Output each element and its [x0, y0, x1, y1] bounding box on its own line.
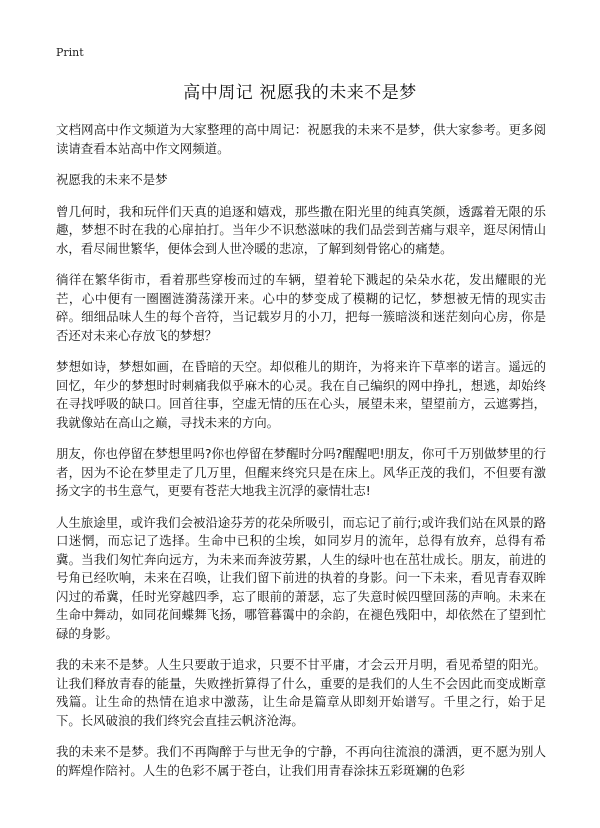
body-paragraph: 徜徉在繁华街市，看着那些穿梭而过的车辆，望着轮下溅起的朵朵水花，发出耀眼的光芒，心中便有一圈圈涟漪荡漾开来。心中的梦变成了模糊的记忆，梦想被无情的现实击碎。细细品味人生的每个音符，当记载岁月的小刀，把每一簇暗淡和迷茫刻向心房，你是否还对未来心存放飞的梦想？ [56, 272, 546, 343]
body-paragraph: 曾几何时，我和玩伴们天真的追逐和嬉戏，那些撒在阳光里的纯真笑颜，透露着无限的乐趣，梦想不时在我的心扉拍打。当年少不识愁滋味的我们品尝到苦痛与艰辛，逛尽闲情山水，看尽闹世繁华，便体会到人世冷暖的悲凉，了解到刻骨铭心的痛楚。 [56, 203, 546, 256]
article-title: 高中周记 祝愿我的未来不是梦 [183, 83, 417, 103]
subtitle-paragraph: 祝愿我的未来不是梦 [56, 172, 168, 187]
body-paragraph: 我的未来不是梦。人生只要敢于追求，只要不甘平庸，才会云开月明，看见希望的阳光。让我们释放青春的能量，失败挫折算得了什么，重要的是我们的人生不会因此而变成断章残篇。让生命的热情在追求中激荡，让生命是篇章从即刻开始谱写。千里之行，始于足下。长风破浪的我们终究会直挂云帆济沧海。 [56, 657, 546, 728]
body-paragraph: 人生旅途里，或许我们会被沿途芬芳的花朵所吸引，而忘记了前行;或许我们站在风景的路口迷惘，而忘记了选择。生命中已积的尘埃，如同岁月的流年，总得有放弃，总得有希冀。当我们匆忙奔向远方，为未来而奔波劳累，人生的绿叶也在茁壮成长。朋友，前进的号角已经吹响，未来在召唤，让我们留下前进的执着的身影。问一下未来，看见青春双眸闪过的希冀，任时光穿越四季，忘了眼前的萧瑟，忘了失意时候四壁回荡的声响。未来在生命中舞动，如同花间蝶舞飞扬，哪管暮霭中的余韵，在褪色残阳中，却依然在了望到忙碌的身影。 [56, 514, 546, 641]
body-paragraph: 朋友，你也停留在梦想里吗?你也停留在梦醒时分吗?醒醒吧!朋友，你可千万别做梦里的行者，因为不论在梦里走了几万里，但醒来终究只是在床上。风华正茂的我们，不但要有激扬文字的书生意气，更要有苍茫大地我主沉浮的豪情壮志! [56, 446, 546, 498]
article-body [56, 121, 546, 793]
intro-paragraph: 文档网高中作文频道为大家整理的高中周记：祝愿我的未来不是梦，供大家参考。更多阅读请查看本站高中作文网频道。 [56, 122, 546, 156]
body-paragraph: 梦想如诗，梦想如画，在昏暗的天空。却似稚儿的期许，为将来许下草率的诺言。遥远的回忆，年少的梦想时时刺痛我似乎麻木的心灵。我在自己编织的网中挣扎，想逃，却始终在寻找呼吸的缺口。回首往事，空虚无情的压在心头，展望未来，望望前方，云遮雾挡，我就像站在高山之巅，寻找未来的方向。 [56, 359, 546, 430]
body-paragraph: 我的未来不是梦。我们不再陶醉于与世无争的宁静，不再向往流浪的潇洒，更不愿为别人的辉煌作陪衬。人生的色彩不属于苍白，让我们用青春涂抹五彩斑斓的色彩 [56, 744, 546, 778]
print-link[interactable]: Print [56, 46, 84, 59]
